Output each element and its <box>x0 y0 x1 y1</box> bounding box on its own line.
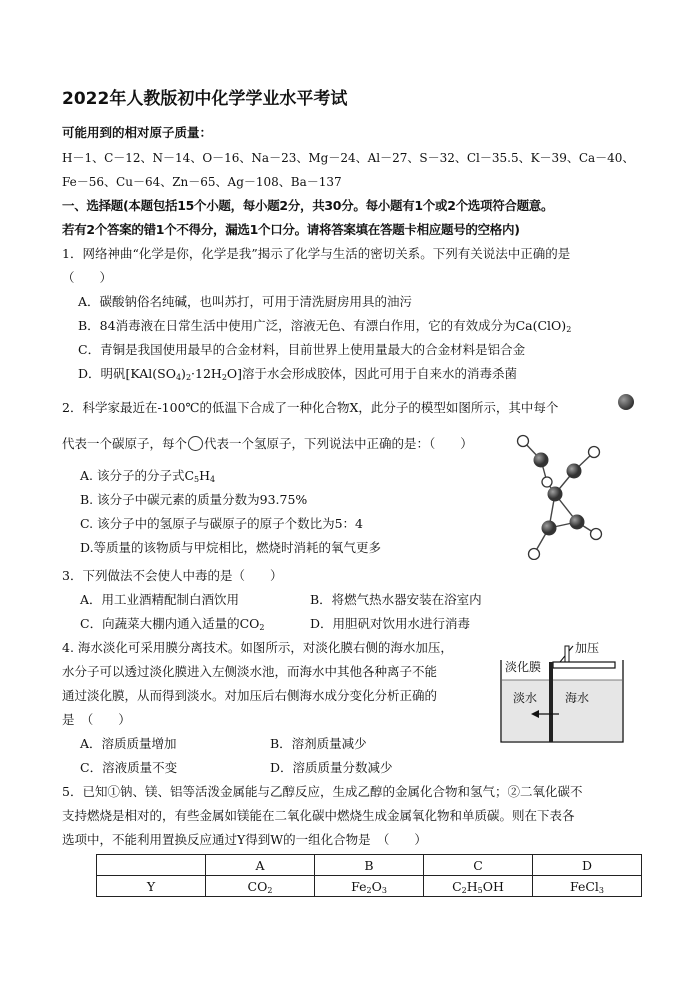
hydrogen-atom-3 <box>529 549 540 560</box>
carbon-atom-1 <box>534 453 549 468</box>
q2-stem-line-1: 2．科学家最近在-100℃的低温下合成了一种化合物X，此分子的模型如图所示，其中每个 <box>62 400 559 415</box>
fig-fresh-water-label: 淡水 <box>513 691 538 705</box>
q1-stem-line-2: （ ） <box>62 270 113 285</box>
section-1-instructions-line-2: 若有2个答案的错1个不得分，漏选1个口分。请将答案填在答题卡相应题号的空格内) <box>62 222 520 237</box>
desalination-diagram <box>495 638 635 750</box>
membrane <box>549 662 553 742</box>
table-row <box>97 876 642 897</box>
q3-option-c: C．向蔬菜大棚内通入适量的$CO_2$ <box>80 616 265 632</box>
q3-stem: 3．下列做法不会使人中毒的是（ ） <box>62 568 283 583</box>
q3-option-d: D．用胆矾对饮用水进行消毒 <box>310 616 471 631</box>
table-header-cell <box>97 855 206 876</box>
table-header-cell: D <box>533 855 642 876</box>
q1-option-c: C．青铜是我国使用最早的合金材料，目前世界上使用量最大的合金材料是铝合金 <box>78 342 526 357</box>
q3-option-a: A．用工业酒精配制白酒饮用 <box>80 592 240 607</box>
hydrogen-atom-2 <box>589 447 600 458</box>
molecule-model-diagram <box>510 430 610 560</box>
q4-option-d: D．溶质质量分数减少 <box>270 760 393 775</box>
hydrogen-atom-4 <box>591 529 602 540</box>
carbon-atom-3 <box>548 487 563 502</box>
fig-sea-water-label: 海水 <box>565 691 590 705</box>
table-header-row <box>97 855 642 876</box>
water-fill <box>502 680 622 741</box>
table-cell-d: FeCl$_3$ <box>533 876 642 897</box>
atomic-mass-line-1: H－1、C－12、N－14、O－16、Na－23、Mg－24、Al－27、S－32、Cl－35.5、K－39、Ca－40、 <box>62 151 635 165</box>
fig-pressure-label: 加压 <box>575 641 600 655</box>
q5-stem-line-1: 5．已知①钠、镁、铝等活泼金属能与乙醇反应，生成乙醇的金属化合物和氢气；②二氧化碳不 <box>62 784 583 799</box>
q1-option-a: A．碳酸钠俗名纯碱，也叫苏打，可用于清洗厨房用具的油污 <box>78 294 413 309</box>
section-1-instructions-line-1: 一、选择题(本题包括15个小题，每小题2分，共30分。每小题有1个或2个选项符合题意。 <box>62 198 554 213</box>
table-header-cell: C <box>424 855 533 876</box>
q4-stem-line-1: 4. 海水淡化可采用膜分离技术。如图所示，对淡化膜右侧的海水加压， <box>62 640 453 655</box>
piston <box>553 662 615 668</box>
q4-option-c: C．溶液质量不变 <box>80 760 178 775</box>
table-header-cell: A <box>206 855 315 876</box>
carbon-atom-4 <box>542 521 557 536</box>
q2-option-b: B. 该分子中碳元素的质量分数为93.75% <box>80 492 308 507</box>
atomic-mass-line-2: Fe－56、Cu－64、Zn－65、Ag－108、Ba－137 <box>62 175 342 189</box>
q2-stem-line-2: 代表一个碳原子，每个 代表一个氢原子，下列说法中正确的是：（ ） <box>62 436 473 451</box>
q5-stem-line-3: 选项中，不能利用置换反应通过Y得到W的一组化合物是 （ ） <box>62 832 427 847</box>
carbon-atom-2 <box>567 464 582 479</box>
q2-option-d: D.等质量的该物质与甲烷相比，燃烧时消耗的氧气更多 <box>80 540 382 555</box>
page-title: 2022年人教版初中化学学业水平考试 <box>62 89 348 109</box>
q5-stem-line-2: 支持燃烧是相对的，有些金属如镁能在二氧化碳中燃烧生成金属氧化物和单质碳。则在下表各 <box>62 808 575 823</box>
fig-membrane-label: 淡化膜 <box>505 660 542 674</box>
hydrogen-atom-icon <box>188 436 203 451</box>
q4-option-a: A．溶质质量增加 <box>80 736 177 751</box>
q4-stem-line-2: 水分子可以透过淡化膜进入左侧淡水池，而海水中其他各种离子不能 <box>62 664 438 679</box>
hydrogen-atom-1 <box>518 436 529 447</box>
hydrogen-atom-5 <box>542 477 552 487</box>
q4-stem-line-3: 通过淡化膜，从而得到淡水。对加压后右侧海水成分变化分析正确的 <box>62 688 438 703</box>
carbon-atom-5 <box>570 515 585 530</box>
carbon-atom-icon <box>618 394 634 410</box>
q3-option-b: B．将燃气热水器安装在浴室内 <box>310 592 482 607</box>
q5-table <box>96 854 642 897</box>
table-header-cell: B <box>315 855 424 876</box>
table-row-label: Y <box>97 876 206 897</box>
atomic-mass-label: 可能用到的相对原子质量： <box>62 125 213 140</box>
q1-option-d: D．明矾$[KAl(SO_4)_2\cdot 12H_2O]$溶于水会形成胶体，因此可用于自来水的消毒杀菌 <box>78 366 518 382</box>
q4-option-b: B．溶剂质量减少 <box>270 736 367 751</box>
q1-option-b: B．84消毒液在日常生活中使用广泛，溶液无色、有漂白作用，它的有效成分为$Ca(ClO)_2$ <box>78 318 572 334</box>
table-cell-c: $C_2H_5OH$ <box>424 876 533 897</box>
q1-stem-line-1: 1．网络神曲“化学是你，化学是我”揭示了化学与生活的密切关系。下列有关说法中正确的是 <box>62 246 571 261</box>
q2-option-c: C. 该分子中的氢原子与碳原子的原子个数比为5：4 <box>80 516 363 531</box>
table-cell-a: $CO_2$ <box>206 876 315 897</box>
q4-stem-line-4: 是 （ ） <box>62 712 131 727</box>
q2-option-a: A. 该分子的分子式$C_5H_4$ <box>80 468 216 484</box>
table-cell-b: $Fe_2O_3$ <box>315 876 424 897</box>
